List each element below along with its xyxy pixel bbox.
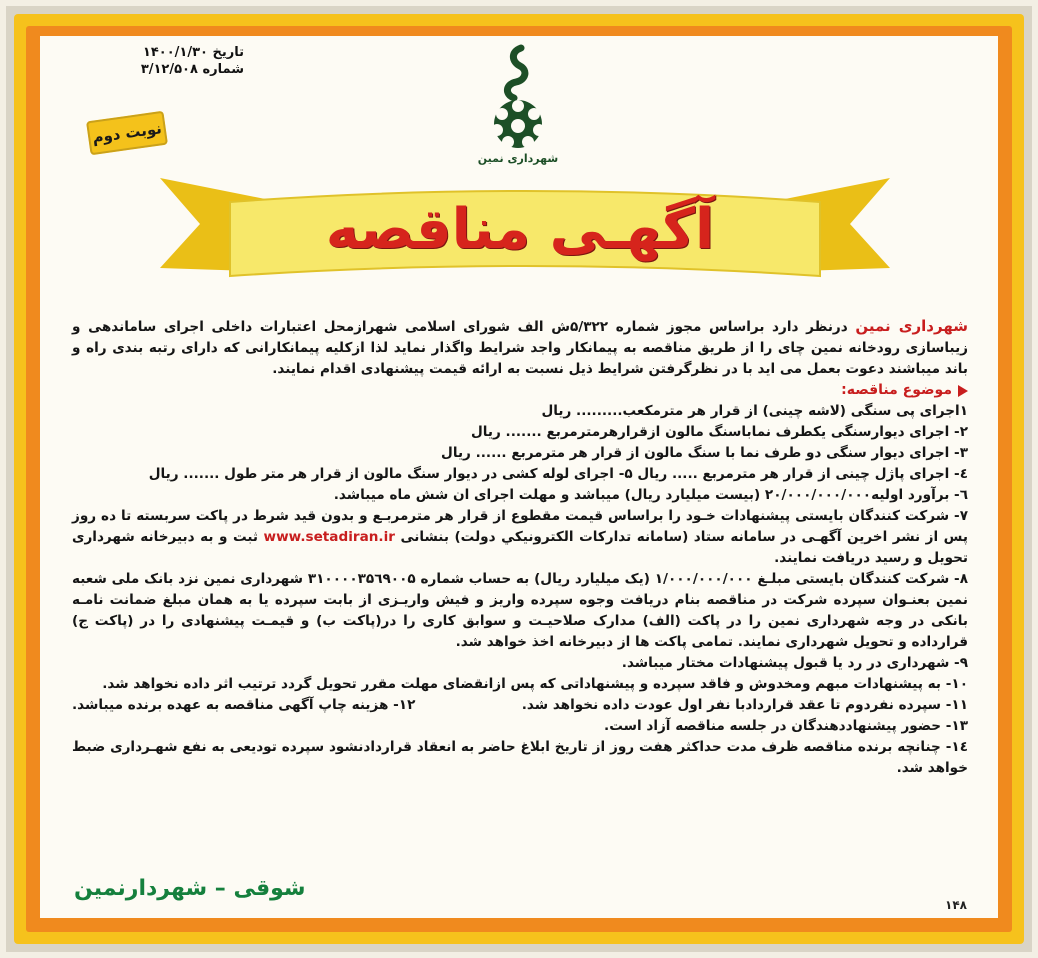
list-item: ۱۰- به پیشنهادات مبهم ومخدوش و فاقد سپرده و پیشنهاداتی که پس ازانقضای مهلت مقرر تحویل گردد ترتیب اثر داده نخواهد شد. bbox=[102, 676, 968, 692]
list-item bbox=[72, 506, 968, 569]
notice-number: شماره ۳/۱۲/۵۰۸ bbox=[140, 62, 244, 77]
intro-text: درنظر دارد براساس مجوز شماره ۵/۳۲۲ش الف شورای اسلامی شهرازمحل اعتبارات داخلی اجرای ساماندهی و زیباسازی رودخانه نمین چای را از طریق مناقصه به پیمانکار واجد شرایط واگذار نماید لذا ازکلیه پیمانکارانی که دارای رتبه بندی راه و باند میباشند دعوت بعمل می اید با در نظرگرفتن شرایط ذیل نسبت به ارائه قیمت پیشنهادی اقدام نمایند. bbox=[72, 319, 968, 377]
page-number: ۱۴۸ bbox=[945, 898, 967, 912]
list-item: ۱٤- چنانچه برنده مناقصه ظرف مدت حداکثر هفت روز از تاریخ ابلاغ حاضر به انعقاد قراردادنشود سپرده تودیعی به نفع شهـرداری ضبط خواهد شد. bbox=[72, 739, 968, 776]
list-item: ٤- اجرای پاژل چینی از قرار هر مترمربع ..... ریال bbox=[637, 466, 968, 482]
list-item: ۱اجرای پی سنگی (لاشه چینی) از قرار هر مترمکعب......... ریال bbox=[541, 403, 968, 419]
header-date-number bbox=[94, 44, 244, 78]
list-item: ۱۲- هزینه چاپ آگهی مناقصه به عهده برنده میباشد. bbox=[72, 697, 416, 713]
setadiran-link[interactable]: www.setadiran.ir bbox=[263, 529, 395, 545]
notice-date: تاریخ ۱۴۰۰/۱/۳۰ bbox=[142, 45, 244, 60]
subject-label: موضوع مناقصه: bbox=[841, 382, 952, 398]
subject-heading bbox=[72, 380, 968, 401]
list-item-text: ثبت و به دبیرخانه شهرداری تحویل و رسید دریافت نمایند. bbox=[72, 529, 968, 566]
triangle-marker-icon bbox=[958, 385, 968, 397]
list-item: ۳- اجرای دیوار سنگی دو طرف نما با سنگ مالون از قرار هر مترمربع ...... ریال bbox=[441, 445, 968, 461]
second-round-badge: نوبت دوم bbox=[86, 111, 168, 156]
intro-paragraph bbox=[72, 316, 968, 380]
page-title: آگهـی مناقصه bbox=[325, 197, 715, 262]
list-item: ۸- شرکت کنندگان بایستی مبلـغ ۱/۰۰۰/۰۰۰/۰۰۰ (یک میلیارد ریال) به حساب شماره ۳۱۰۰۰۰۳۵٦۹۰۰۵ شهرداری نمین نزد بانک ملی شعبه نمین بعنـوان سپرده شرکت در مناقصه بنام دریافت وجوه سپرده واریز و فیش واریـزی از بابت سپرده یا به همان مبلغ ضمانت نامـه بانکی در وجه شهرداری نمین را در پاکت (الف) مدارک صلاحیـت و سوابق کاری را در(پاکت ب) و قیمـت پیشنهادی را در (پاکت ج) قرارداده و تحویل شهرداری نمایند. تمامی پاکت ها از دبیرخانه اخذ خواهد شد. bbox=[72, 571, 968, 650]
list-item-text: ۷- شرکت کنندگان بایستی پیشنهادات خـود را براساس قیمت مقطوع از قرار هر مترمربـع و بدون قید شرط در پاکت سربسته تا ده روز پس از نشر اخرین آگهـی در سامانه ستاد (سامانه تداركات الكترونيكي دولت) بنشانی bbox=[72, 508, 969, 545]
list-item: ۱۱- سپرده نفردوم تا عقد قراردادبا نفر اول عودت داده نخواهد شد. bbox=[521, 697, 968, 713]
municipality-emblem-icon bbox=[466, 40, 570, 170]
notice-body bbox=[72, 316, 968, 779]
organization-name: شهرداری نمین bbox=[855, 317, 968, 335]
mayor-signature: شوقی – شهردارنمین bbox=[74, 876, 306, 901]
logo-caption: شهرداری نمین bbox=[477, 152, 559, 165]
list-item: ۵- اجرای لوله کشی در دیوار سنگ مالون از قرار هر متر طول ....... ریال bbox=[148, 466, 633, 482]
list-item-row bbox=[72, 464, 968, 485]
list-item: ۹- شهرداری در رد یا قبول پیشنهادات مختار میباشد. bbox=[621, 655, 968, 671]
list-item: ۱۳- حضور پیشنهاددهندگان در جلسه مناقصه آزاد است. bbox=[604, 718, 968, 734]
list-item: ٦- برآورد اولیه۲۰/۰۰۰/۰۰۰/۰۰۰ (بیست میلیارد ریال) میباشد و مهلت اجرای ان شش ماه میباشد. bbox=[333, 487, 968, 503]
list-item-row bbox=[72, 695, 968, 716]
list-item: ۲- اجرای دیوارسنگی یکطرف نماباسنگ مالون ازقرارهرمترمربع ....... ریال bbox=[471, 424, 968, 440]
